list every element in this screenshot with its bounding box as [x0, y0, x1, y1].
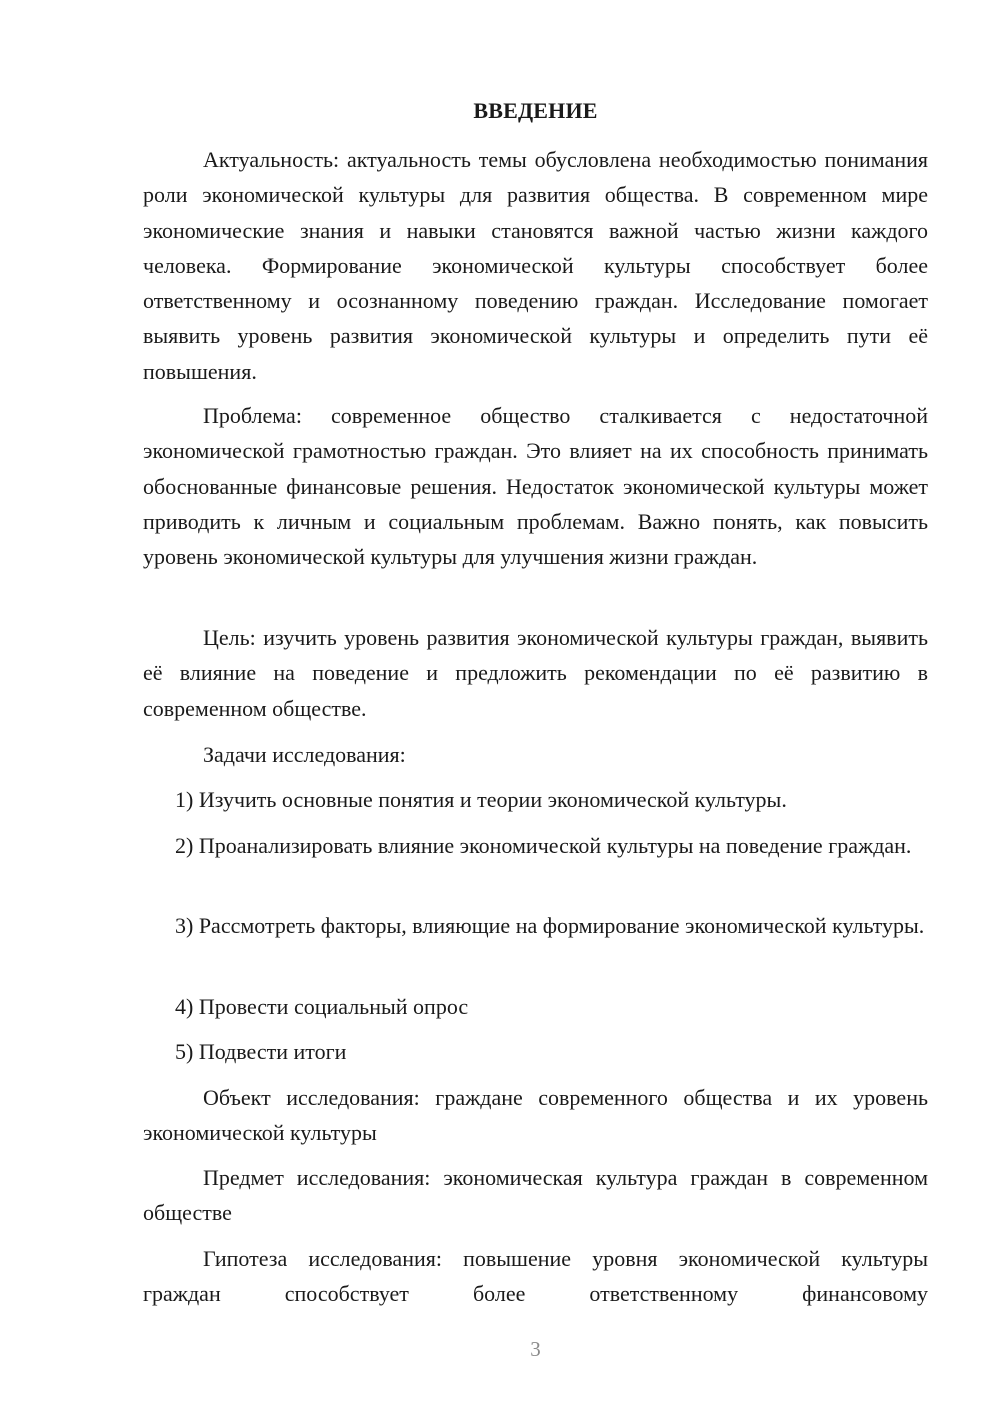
problem-paragraph: Проблема: современное общество сталкивается с недостаточной экономической грамотностью граждан. Это влияет на их способность принимать обоснованные финансовые решения. Недостаток экономической культуры может приводить к личным и социальным проблемам. Важно понять, как повысить уровень экономической культуры для улучшения жизни граждан.	[143, 403, 928, 570]
relevance-paragraph: Актуальность: актуальность темы обусловлена необходимостью понимания роли экономической культуры для развития общества. В современном мире экономические знания и навыки становятся важной частью жизни каждого человека. Формирование экономической культуры способствует более ответственному и осознанному поведению граждан. Исследование помогает выявить уровень развития экономической культуры и определить пути её повышения.	[143, 147, 928, 384]
page-number: 3	[530, 1337, 541, 1361]
hypothesis-paragraph: Гипотеза исследования: повышение уровня экономической культуры граждан способствует более ответственному финансовому	[143, 1246, 928, 1307]
task-item-1: 1) Изучить основные понятия и теории экономической культуры.	[175, 787, 787, 812]
task-item-3: 3) Рассмотреть факторы, влияющие на формирование экономической культуры.	[175, 913, 925, 938]
task-item-5: 5) Подвести итоги	[175, 1039, 347, 1064]
document-page	[143, 0, 928, 1414]
subject-paragraph: Предмет исследования: экономическая культура граждан в современном обществе	[143, 1165, 928, 1226]
task-item-4: 4) Провести социальный опрос	[175, 994, 469, 1019]
object-paragraph: Объект исследования: граждане современного общества и их уровень экономической культуры	[143, 1085, 928, 1146]
page-title: ВВЕДЕНИЕ	[473, 98, 598, 123]
task-item-2: 2) Проанализировать влияние экономической культуры на поведение граждан.	[175, 833, 912, 858]
goal-paragraph: Цель: изучить уровень развития экономической культуры граждан, выявить её влияние на поведение и предложить рекомендации по её развитию в современном обществе.	[143, 625, 928, 721]
tasks-heading: Задачи исследования:	[203, 742, 406, 767]
